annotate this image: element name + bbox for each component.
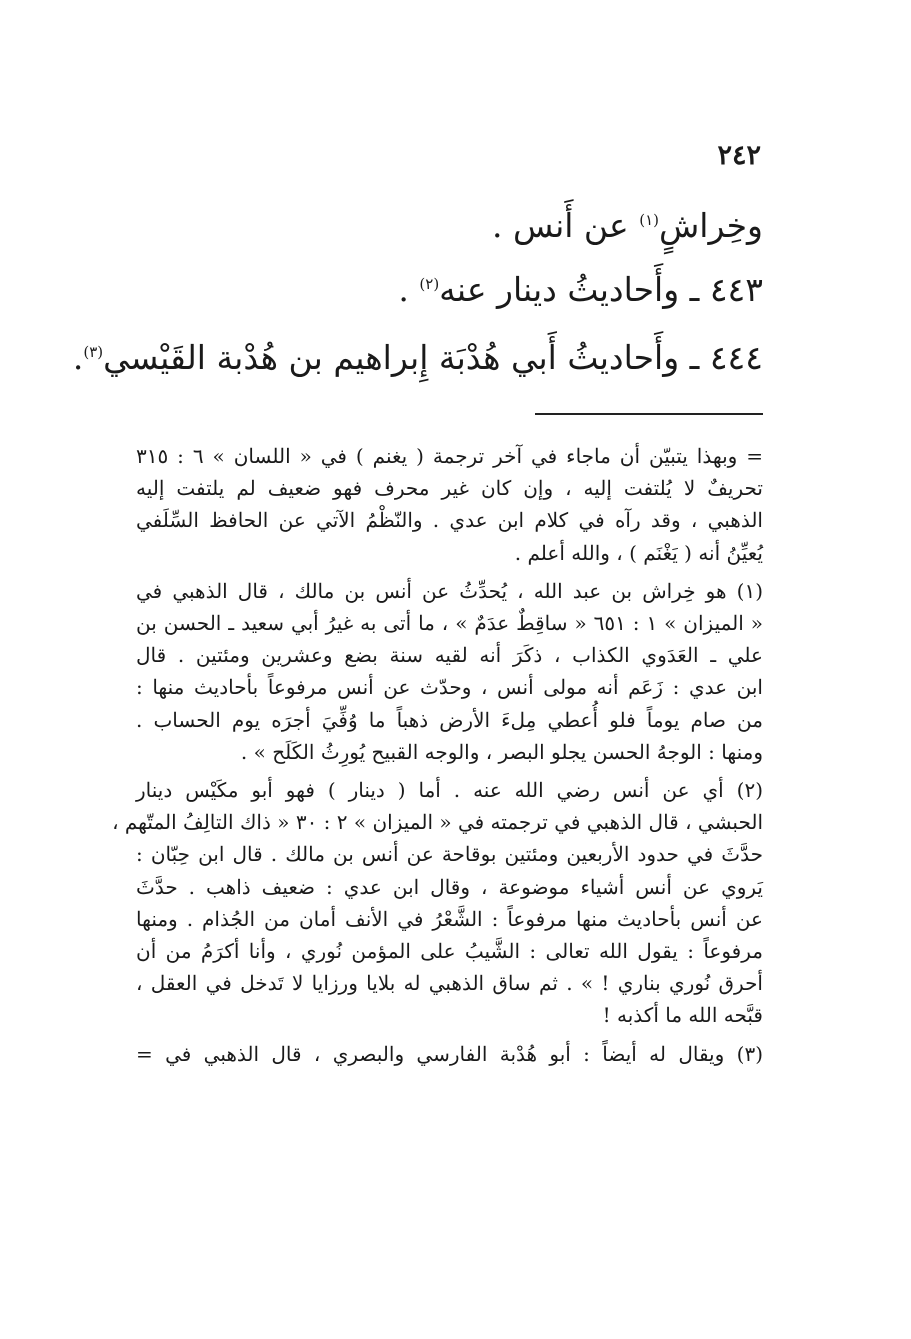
page-number: ٢٤٢	[717, 140, 761, 171]
footnote-line: « الميزان » ١ : ٦٥١ « ساقِطٌ عدَمٌ » ، ما أتى به غيرُ أبي سعيد ـ الحسن بن	[136, 611, 763, 636]
footnote-line: يُعيِّنُ أنه ( يَغْنَم ) ، والله أعلم .	[514, 540, 763, 565]
footnote-line: = وبهذا يتبيّن أن ماجاء في آخر ترجمة ( يغنم ) في « اللسان » ٦ : ٣١٥	[136, 444, 764, 468]
footnote-line: (٣) ويقال له أيضاً : أبو هُدْبة الفارسي والبصري ، قال الذهبي في =	[136, 1041, 763, 1066]
footnote-line: يَروي عن أنس أشياء موضوعة ، وقال ابن عدي : ضعيف ذاهب . حدَّثَ	[136, 874, 763, 899]
main-text	[72, 205, 763, 405]
footnote-line: من صام يوماً فلو أُعطي مِلءَ الأرض ذهباً ما وُفِّيَ أجرَه يوم الحساب .	[136, 707, 763, 732]
footnote-line: تحريفٌ لا يُلتفت إليه ، وإن كان غير محرف فهو ضعيف لم يلتفت إليه	[136, 476, 763, 501]
footnote-ref: (١)	[639, 211, 659, 229]
footnote-line: (١) هو خِراش بن عبد الله ، يُحدِّثُ عن أنس بن مالك ، قال الذهبي في	[136, 578, 763, 603]
footnote-continuation	[136, 440, 763, 569]
footnote-ref: (٢)	[419, 275, 440, 293]
footnote-line: الحبشي ، قال الذهبي في ترجمته في « الميزان » ٢ : ٣٠ « ذاك التالِفُ المتّهم ،	[112, 810, 763, 835]
footnote-2	[112, 774, 763, 1032]
footnote-divider	[535, 413, 763, 415]
main-line: وخِراشٍ$^{(١)}$ عن أَنس .	[492, 206, 763, 245]
footnote-line: الذهبي ، وقد رآه في كلام ابن عدي . والنّظْمُ الآتي عن الحافظ السِّلَفي	[136, 508, 763, 533]
footnote-line: عن أنس بأحاديث منها مرفوعاً : الشَّعْرُ في الأنف أمان من الجُذام . ومنها	[136, 906, 763, 931]
footnote-line: (٢) أي عن أنس رضي الله عنه . أما ( دينار ) فهو أبو مكَيْس دينار	[136, 778, 763, 803]
footnote-1	[136, 575, 763, 768]
footnote-line: قبَّحه الله ما أكذبه !	[602, 1003, 763, 1028]
footnote-line: حدَّثَ في حدود الأربعين ومئتين بوقاحة عن أنس بن مالك . قال ابن حِبّان :	[136, 842, 763, 867]
footnote-line: علي ـ العَدَوي الكذاب ، ذكَرَ أنه لقيه سنة بضع وعشرين ومئتين . قال	[136, 643, 763, 668]
main-line: ٤٤٣ ـ وأَحاديثُ دينار عنه$^{(٢)}$ .	[398, 270, 763, 309]
footnote-line: مرفوعاً : يقول الله تعالى : الشَّيبُ على المؤمن نُوري ، وأنا أكرَمُ من أن	[136, 939, 763, 964]
footnote-3	[136, 1038, 763, 1070]
footnotes	[112, 440, 764, 1076]
footnote-line: أحرق نُوري بناري ! » . ثم ساق الذهبي له بلايا ورزايا لا تَدخل في العقل ،	[136, 971, 763, 996]
footnote-ref: (٣)	[83, 343, 104, 361]
footnote-line: ومنها : الوجهُ الحسن يجلو البصر ، والوجه القبيح يُورِثُ الكَلَح » .	[240, 739, 763, 764]
main-line: ٤٤٤ ـ وأَحاديثُ أَبي هُدْبَة إِبراهيم بن هُدْبة القَيْسي$^{(٣)}$.	[72, 338, 763, 377]
footnote-line: ابن عدي : زَعَم أنه مولى أنس ، وحدّث عن أنس مرفوعاً بأحاديث منها :	[136, 675, 763, 700]
